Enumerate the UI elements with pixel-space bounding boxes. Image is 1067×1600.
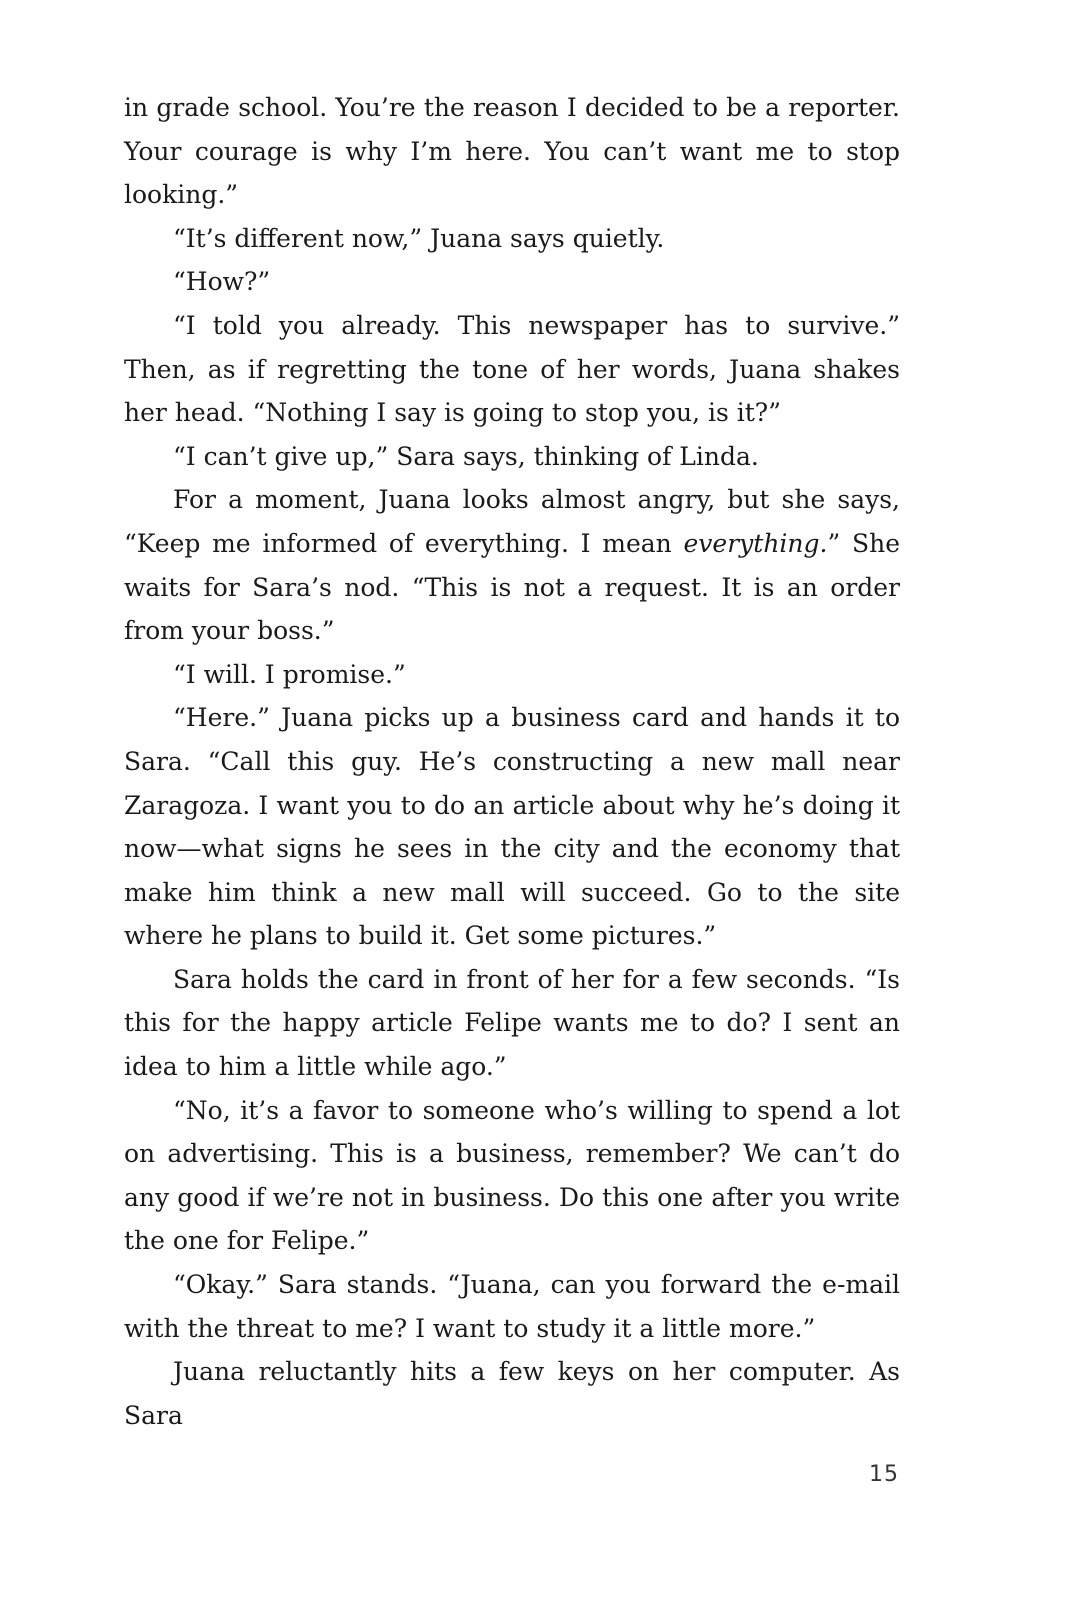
paragraph-text-after: ” She waits for Sara’s nod. “This is not a request. It is an order from your boss.”: [124, 528, 900, 646]
emphasis-text: everything.: [683, 528, 828, 558]
paragraph: “I told you already. This newspaper has to survive.” Then, as if regretting the tone of her words, Juana shakes her head. “Nothing I say is going to stop you, is it?”: [124, 310, 900, 428]
paragraph: “It’s different now,” Juana says quietly.: [173, 223, 665, 253]
paragraph: “I can’t give up,” Sara says, thinking of Linda.: [173, 441, 759, 471]
paragraph: “How?”: [173, 267, 271, 297]
paragraph-continued: in grade school. You’re the reason I decided to be a reporter. Your courage is why I’m here. You can’t want me to stop looking.”: [124, 93, 900, 210]
paragraph: “I will. I promise.”: [173, 659, 406, 689]
paragraph: “Here.” Juana picks up a business card and hands it to Sara. “Call this guy. He’s constructing a new mall near Zaragoza. I want you to do an article about why he’s doing it now—what signs he sees in the city and the economy that make him think a new mall will succeed. Go to the site where he plans to build it. Get some pictures.”: [124, 703, 900, 951]
paragraph-with-emphasis: [124, 478, 900, 652]
paragraph: “No, it’s a favor to someone who’s willing to spend a lot on advertising. This is a business, remember? We can’t do any good if we’re not in business. Do this one after you write the one for Felipe.”: [124, 1095, 900, 1256]
body-text: [124, 86, 900, 1437]
paragraph: “Okay.” Sara stands. “Juana, can you forward the e-mail with the threat to me? I want to study it a little more.”: [124, 1270, 900, 1343]
paragraph-text-before: For a moment, Juana looks almost angry, but she says, “Keep me informed of everything. I mean: [124, 485, 900, 558]
paragraph: Juana reluctantly hits a few keys on her computer. As Sara: [124, 1357, 900, 1430]
paragraph: Sara holds the card in front of her for a few seconds. “Is this for the happy article Felipe wants me to do? I sent an idea to him a little while ago.”: [124, 964, 900, 1082]
page-number: 15: [869, 1462, 899, 1487]
